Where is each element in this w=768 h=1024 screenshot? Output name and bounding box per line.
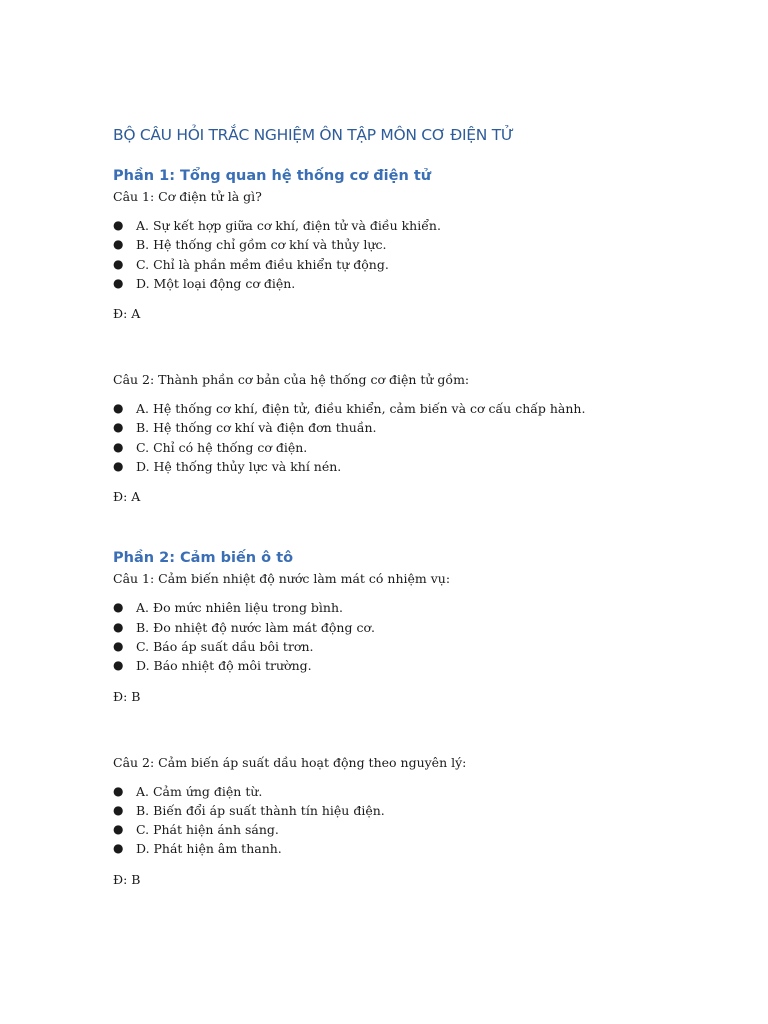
bullet-icon: ● [113, 459, 124, 474]
option-item [113, 438, 733, 457]
option-item [113, 598, 733, 617]
bullet-icon: ● [113, 218, 124, 232]
option-text: D. Hệ thống thủy lực và khí nén. [136, 459, 342, 475]
document-page [113, 124, 733, 889]
bullet-icon: ● [113, 237, 124, 252]
bullet-icon: ● [113, 420, 124, 435]
option-text: B. Hệ thống cơ khí và điện đơn thuần. [136, 420, 377, 436]
question-block [113, 570, 733, 705]
option-item [113, 274, 733, 293]
question-text: Câu 1: Cơ điện tử là gì? [113, 189, 262, 204]
option-text: B. Hệ thống chỉ gồm cơ khí và thủy lực. [136, 237, 387, 253]
option-item [113, 418, 733, 437]
option-item [113, 839, 733, 858]
option-text: A. Sự kết hợp giữa cơ khí, điện tử và điều khiển. [136, 218, 441, 233]
section-2 [113, 548, 733, 888]
option-item [113, 216, 733, 235]
option-text: C. Phát hiện ánh sáng. [136, 822, 279, 838]
option-item [113, 656, 733, 675]
bullet-icon: ● [113, 822, 124, 837]
option-text: C. Báo áp suất dầu bôi trơn. [136, 638, 314, 654]
question-text: Câu 2: Thành phần cơ bản của hệ thống cơ điện tử gồm: [113, 372, 470, 388]
bullet-icon: ● [113, 401, 124, 416]
option-text: A. Cảm ứng điện từ. [136, 783, 263, 799]
bullet-icon: ● [113, 275, 124, 290]
option-text: C. Chỉ có hệ thống cơ điện. [136, 439, 308, 455]
question-text: Câu 2: Cảm biến áp suất dầu hoạt động theo nguyên lý: [113, 754, 467, 770]
option-text: A. Hệ thống cơ khí, điện tử, điều khiển, cảm biến và cơ cấu chấp hành. [136, 401, 586, 417]
option-text: C. Chỉ là phần mềm điều khiển tự động. [136, 256, 389, 272]
option-text: D. Một loại động cơ điện. [136, 275, 296, 291]
bullet-icon: ● [113, 841, 124, 856]
option-item [113, 399, 733, 418]
option-item [113, 782, 733, 801]
bullet-icon: ● [113, 439, 124, 454]
option-item [113, 637, 733, 656]
option-text: D. Phát hiện âm thanh. [136, 841, 282, 857]
option-text: B. Biến đổi áp suất thành tín hiệu điện. [136, 802, 385, 818]
question-text: Câu 1: Cảm biến nhiệt độ nước làm mát có nhiệm vụ: [113, 571, 451, 587]
question-block [113, 754, 733, 889]
answer-text: Đ: A [113, 489, 141, 505]
bullet-icon: ● [113, 256, 124, 271]
section-title: Phần 1: Tổng quan hệ thống cơ điện tử [113, 168, 432, 184]
option-item [113, 801, 733, 820]
bullet-icon: ● [113, 658, 124, 673]
bullet-icon: ● [113, 619, 124, 634]
section-title: Phần 2: Cảm biến ô tô [113, 550, 294, 567]
option-item [113, 820, 733, 839]
option-text: B. Đo nhiệt độ nước làm mát động cơ. [136, 619, 375, 635]
question-block [113, 188, 733, 323]
option-item [113, 457, 733, 476]
document-title: BỘ CÂU HỎI TRẮC NGHIỆM ÔN TẬP MÔN CƠ ĐIỆN TỬ [113, 126, 514, 144]
bullet-icon: ● [113, 600, 124, 615]
section-1 [113, 166, 733, 506]
bullet-icon: ● [113, 783, 124, 798]
option-item [113, 235, 733, 254]
option-item [113, 255, 733, 274]
option-text: D. Báo nhiệt độ môi trường. [136, 658, 312, 674]
answer-text: Đ: B [113, 871, 141, 887]
options-list [113, 782, 733, 859]
answer-text: Đ: B [113, 688, 141, 704]
bullet-icon: ● [113, 638, 124, 653]
option-text: A. Đo mức nhiên liệu trong bình. [136, 600, 344, 616]
options-list [113, 216, 733, 293]
answer-text: Đ: A [113, 306, 141, 322]
option-item [113, 618, 733, 637]
options-list [113, 598, 733, 675]
question-block [113, 371, 733, 506]
bullet-icon: ● [113, 802, 124, 817]
options-list [113, 399, 733, 476]
